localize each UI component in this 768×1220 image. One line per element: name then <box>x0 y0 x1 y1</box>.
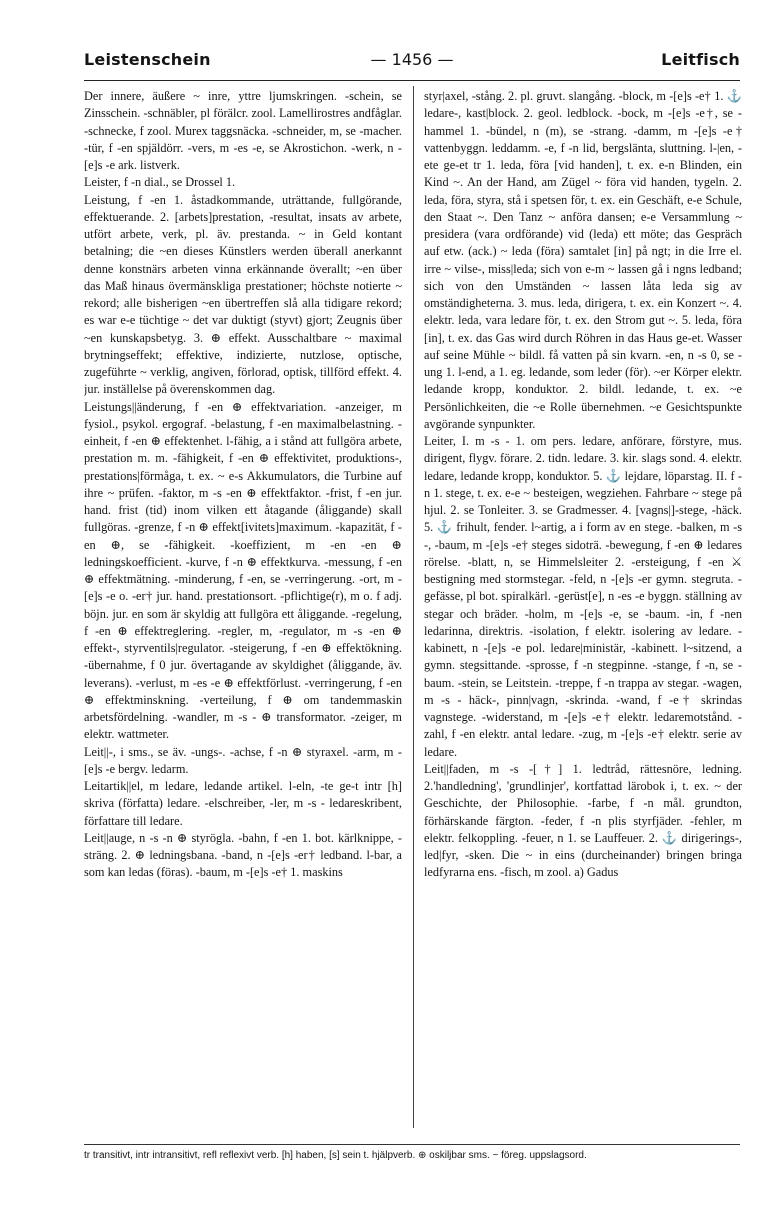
entry: Leiter, I. m -s - 1. om pers. ledare, anförare, förstyre, mus. dirigent, flygv. förare. 2. tidn. ledare. 3. kir. slags sond. 4. elektr. ledare, ledande kropp, konduktor. 5. ⚓ lejdare, löparstag. II. f -n 1. stege, t. ex. e-e ~ besteigen, wegziehen. Fahrbare ~ stege på hjul. 2. se Tonleiter. 3. se Gradmesser. 4. [vagns|]-stege, -häck. 5. ⚓ frihult, fender. l~artig, a i form av en stege. -balken, m -s -, -baum, m -[e]s -e† steges sidoträ. -bewegung, f -en ⊕ ledares rörelse. -blatt, n, se Himmelsleiter 2. -ersteigung, f -en ⚔ bestigning med stormstegar. -feld, n -[e]s -er gymn. stegruta. -gefässe, pl bot. spiralkärl. -gerüst[e], n -es -e byggn. ställning av stegar och bräder. -holm, m -[e]s -e, se -baum. -in, f -nen ledarinna, direktris. -isolation, f elektr. isolering av ledare. -kabinett, n -[e]s -e pol. ledare|ministär, -kabinett. l~sitzend, a gymn. stegsittande. -sprosse, f -n stegpinne. -stange, f -n, se -baum. -stein, se Leitstein. -treppe, f -n trappa av stegar. -wagen, m -s - häck-, pinn|vagn, -skrinda. -wand, f -e† skrindas vagnstege. -widerstand, m -[e]s -e† elektr. ledaremotstånd. -zahl, f -en elektr. antal ledare. -zug, m -[e]s -e† elektr. serie av ledare. <box>424 434 742 759</box>
column-divider <box>413 86 414 1128</box>
entry: Leit||faden, m -s -[†] 1. ledtråd, rättesnöre, ledning. 2.'handledning', 'grundlinjer', kortfattad lärobok i, t. ex. ~ der Geschichte, der Philosophie. -farbe, f -n mål. grundton, förhärskande färgton. -feder, f -n plis styrfjäder. -fehler, m elektr. felkoppling. -feuer, n 1. se Lauffeuer. 2. ⚓ dirigerings-, led|fyr, -sken. Die ~ in eins (durcheinander) bringen bringa ledfyrarna ens. -fisch, m zool. a) Gadus <box>424 761 742 880</box>
header-rule <box>84 80 740 81</box>
entry: Der innere, äußere ~ inre, yttre ljumskringen. -schein, se Zinsschein. -schnäbler, pl förälcr. zool. Lamellirostres andfåglar. -schnecke, f zool. Murex taggsnäcka. -schneider, m, se -macher. -tür, f -en spjäldörr. -vers, m -es -e, se Akrostichon. -werk, n -[e]s -e ark. listverk. <box>84 89 402 172</box>
abbreviation-legend: tr transitivt, intr intransitivt, refl reflexivt verb. [h] haben, [s] sein t. hjälpverb. ⊕ oskiljbar sms. ~ föreg. uppslagsord. <box>84 1144 740 1168</box>
entry: styr|axel, -stång. 2. pl. gruvt. slangång. -block, m -[e]s -e† 1. ⚓ ledare-, kast|block. 2. geol. ledblock. -bock, m -[e]s -e†, se -hammel 1. -bündel, n (m), se -strang. -damm, m -[e]s -e† vattenbyggn. leddamm. -e, f -n lid, bergslänta, sluttning. l-|en, -ete ge-et tr 1. leda, föra [vid handen], t. ex. e-n Blinden, ein Kind ~. An der Hand, am Zügel ~ föra vid handen, tygeln. 2. leda, föra, styra, stå i spetsen för, t. ex. ein Geschäft, e-e Schule, den Staat ~. Den Tanz ~ anföra dansen; e-e Versammlung ~ presidera (vara ordförande) vid (leda) ett möte; das Gespräch auf etw. (ack.) ~ leda (föra) samtalet [in] på ngt; in die Irre el. irre ~ vilse-, miss|leda; sich von e-m ~ lassen gå i ngns ledband; sich von den Umständen ~ lassen låta leda sig av omständigheterna. 3. mus. leda, dirigera, t. ex. ein Konzert ~. 4. elektr. leda, vara ledare för, t. ex. den Strom gut ~. 5. leda, föra [in], t. ex. das Gas wird durch Röhren in das Haus ge-et. Wasser auf seine Mühle ~ bildl. få vatten på sin kvarn. -en, n -s 0, se -ung 1. l-end, a 1. eg. ledande, som leder (för). ~er Körper elektr. ledande kropp, konduktor. 2. bildl. ledande, t. ex. ~e Persönlichkeiten, die ~e Rolle übernehmen. ~e Gesichtspunkte avgörande synpunkter. <box>424 89 742 431</box>
entry: Leistung, f -en 1. åstadkommande, uträttande, fullgörande, effektuerande. 2. [arbets]prestation, -resultat, insats av arbete, utfört arbete, verk, pl. äv. prestanda. ~ in Geld kontant betalning; die ~en dieses Künstlers werden überall anerkannt denne konstnärs arbeten vinna erkännande överallt; ~en über das Maß hinaus övermänskliga prestationer; höchste notierte ~ rekord; alle bisherigen ~en übertreffen slå alla tidigare rekord; es war e-e tüchtige ~ det var duktigt (styvt) gjort; Zeugnis über ~en kunskapsbetyg. 3. ⊕ effekt. Ausschaltbare ~ maximal brytningseffekt; effektive, indizierte, nutzlose, optische, zugeführte ~ verklig, angiven, förlorad, optisk, tillförd effekt. 4. jur. inställelse på överenskommen dag. <box>84 192 402 397</box>
right-guideword: Leitfisch <box>661 50 740 69</box>
entry: Leistungs||änderung, f -en ⊕ effektvariation. -anzeiger, m fysiol., psykol. ergograf. -belastung, f -en maximalbelastning. -einheit, f -en ⊕ effektenhet. l-fähig, a i stånd att fullgöra arbete, prestation m. m. -fähigkeit, f -en ⊕ effektivitet, produktions-, prestations|förmåga, t. ex. ~ e-s Akkumulators, die Turbine auf ihre ~ prüfen. -faktor, m -s -en ⊕ effektfaktor. -frist, f -en jur. hand. frist (tid) inom vilken ett åtagande (åliggande) skall fullgöras. -grenze, f -n ⊕ effekt[ivitets]maximum. -kapazität, f -en ⊕, se -fähigkeit. -koeffizient, m -en -en ⊕ ledningskoefficient. -kurve, f -n ⊕ effektkurva. -messung, f -en ⊕ effektmätning. -minderung, f -en, se -verringerung. -ort, m -[e]s -e o. -er† jur. hand. prestationsort. -pflichtige(r), m o. f adj. böjn. jur. en som är skyldig att fullgöra ett åliggande. -regelung, f -en ⊕ effektreglering. -regler, m, -regulator, m -s -en ⊕ effekt-, styrventils|regulator. -steigerung, f -en ⊕ effektökning. -übernahme, f 0 jur. övertagande av skyldighet (åliggande, äv. leverans). -verlust, m -es -e ⊕ effektförlust. -verringerung, f -en ⊕ effektminskning. -verteilung, f ⊕ om tandemmaskin arbetsfördelning. -wandler, m -s - ⊕ transformator. -zeiger, m elektr. wattmeter. <box>84 399 402 742</box>
entry: Leit||-, i sms., se äv. -ungs-. -achse, f -n ⊕ styraxel. -arm, m -[e]s -e bergv. ledarm. <box>84 744 402 776</box>
left-column <box>84 88 402 1128</box>
left-guideword: Leistenschein <box>84 50 211 69</box>
page-header <box>84 50 740 78</box>
page-number: — 1456 — <box>370 50 454 69</box>
entry: Leitartik||el, m ledare, ledande artikel. l-eln, -te ge-t intr [h] skriva (författa) ledare. -elschreiber, -ler, m -s - ledareskribent, författare till ledare. <box>84 779 402 828</box>
right-column <box>424 88 742 1128</box>
entry: Leister, f -n dial., se Drossel 1. <box>84 175 236 190</box>
entry: Leit||auge, n -s -n ⊕ styrögla. -bahn, f -en 1. bot. kärlknippe, -sträng. 2. ⊕ ledningsbana. -band, n -[e]s -er† ledband. l-bar, a som kan ledas (föras). -baum, m -[e]s -e† 1. maskins <box>84 830 402 880</box>
